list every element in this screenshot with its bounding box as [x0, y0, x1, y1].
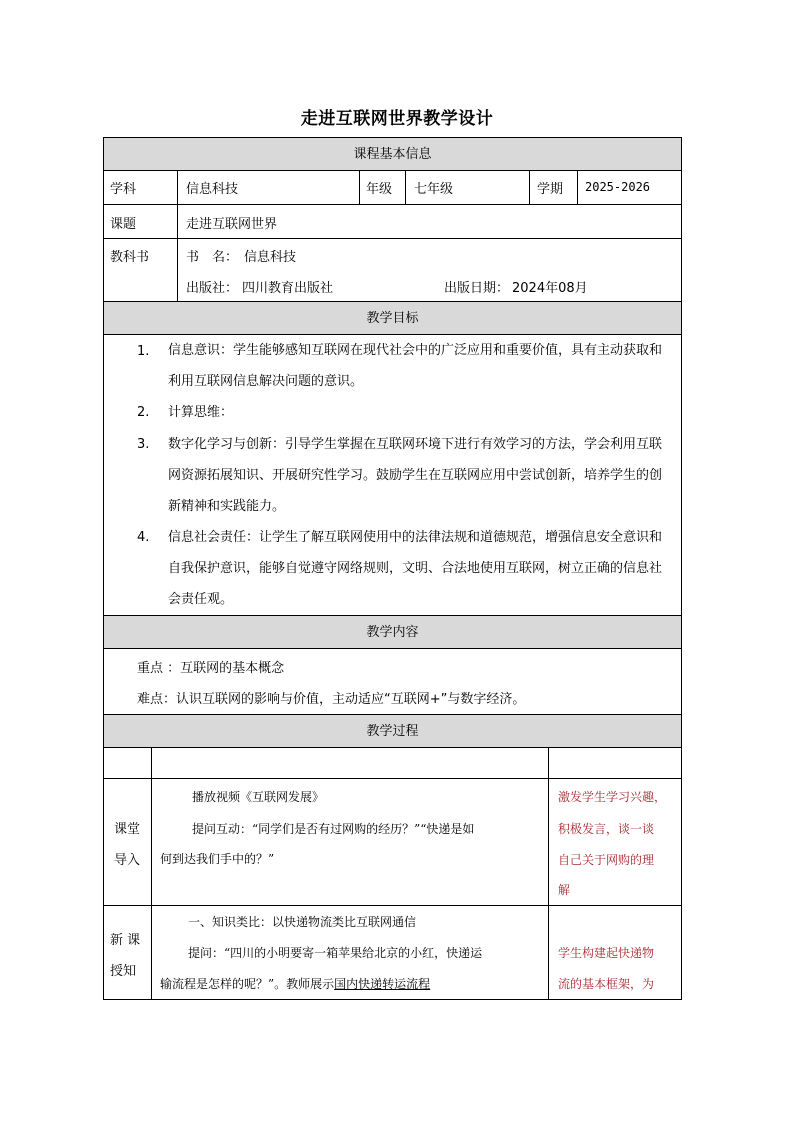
section-header-objectives: 教学目标	[103, 301, 682, 335]
grade-label: 年级	[366, 182, 393, 197]
section-header-basic-info: 课程基本信息	[103, 137, 682, 171]
subject-value: 信息科技	[186, 182, 239, 197]
stage-label: 授知	[110, 964, 137, 979]
flow-link-text: 国内快递转运流程	[334, 977, 431, 991]
publisher-label: 出版社：	[186, 281, 239, 296]
design-note: 学生构建起快递物	[558, 946, 655, 960]
design-note: 解	[558, 883, 571, 897]
stage-label: 课堂	[114, 822, 141, 837]
grade-value: 七年级	[414, 182, 454, 197]
key-point: 重点 ：互联网的基本概念	[137, 661, 285, 676]
activity-line: 提问：“四川的小明要寄一箱苹果给北京的小红，快递运	[188, 946, 483, 960]
book-name-value: 信息科技	[244, 250, 297, 265]
document-title: 走进互联网世界教学设计	[300, 109, 494, 129]
term-label: 学期	[537, 182, 564, 197]
stage-label: 导入	[114, 853, 141, 868]
activity-line: 提问互动：“同学们是否有过网购的经历？”“快递是如	[192, 822, 475, 836]
design-note: 激发学生学习兴趣，	[558, 790, 667, 804]
section-header-content: 教学内容	[103, 615, 682, 649]
term-value: 2025-2026	[585, 180, 651, 194]
activity-line: 输流程是怎样的呢？”。教师展示国内快递转运流程	[160, 977, 431, 991]
design-note: 积极发言，谈一谈	[558, 822, 655, 836]
topic-label: 课题	[110, 217, 137, 232]
textbook-label: 教科书	[110, 250, 150, 265]
activity-line: 何到达我们手中的？”	[160, 852, 275, 866]
difficulty: 难点：认识互联网的影响与价值，主动适应“互联网+”与数字经济。	[137, 692, 526, 707]
subject-label: 学科	[110, 182, 137, 197]
section-header-process: 教学过程	[103, 714, 682, 748]
topic-value: 走进互联网世界	[186, 217, 278, 232]
design-note: 自己关于网购的理	[558, 853, 655, 867]
publisher-value: 四川教育出版社	[242, 281, 334, 296]
pubdate-value: 2024年08月	[512, 281, 588, 296]
stage-label: 新 课	[110, 933, 141, 948]
activity-line: 一、知识类比：以快递物流类比互联网通信	[188, 915, 417, 929]
book-name-label: 书 名：	[186, 250, 239, 265]
activity-line: 播放视频《互联网发展》	[192, 790, 325, 804]
pubdate-label: 出版日期：	[444, 281, 510, 296]
design-note: 流的基本框架，为	[558, 977, 655, 991]
